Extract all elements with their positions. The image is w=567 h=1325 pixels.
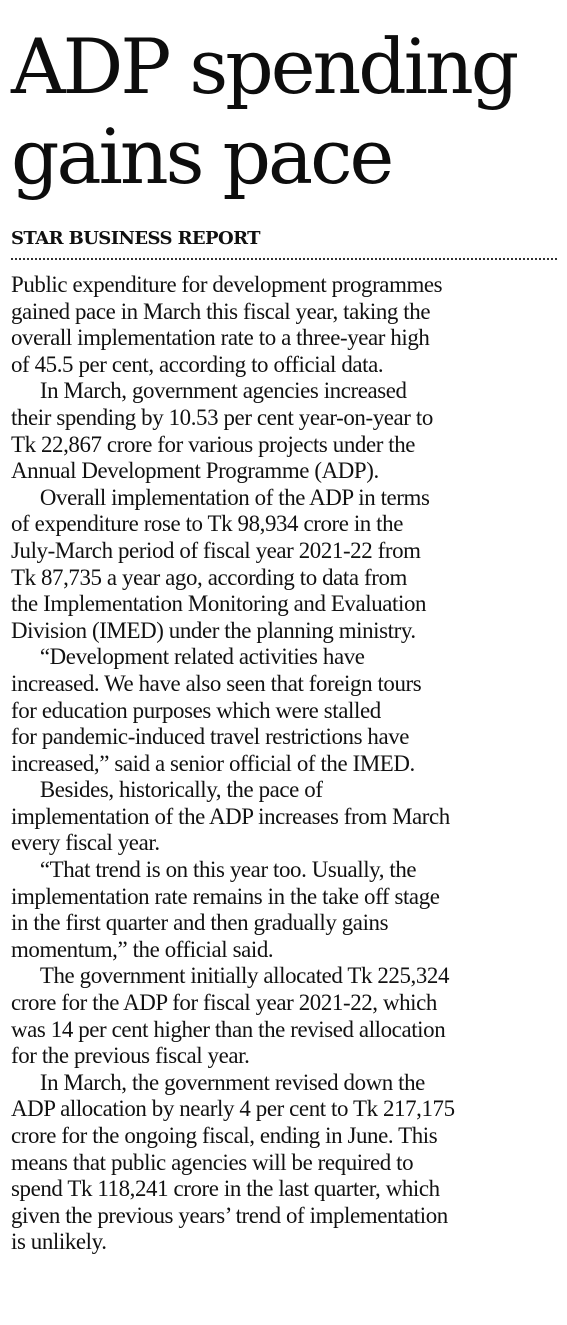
paragraph-line: for the previous fiscal year. bbox=[11, 1043, 250, 1069]
paragraph-line: of expenditure rose to Tk 98,934 crore in the bbox=[11, 511, 403, 537]
paragraph-line: in the first quarter and then gradually gains bbox=[11, 910, 389, 936]
headline bbox=[11, 0, 559, 202]
dotted-divider bbox=[11, 258, 557, 260]
paragraph-line: “Development related activities have bbox=[39, 644, 365, 670]
paragraph-line: “That trend is on this year too. Usually, the bbox=[39, 857, 417, 883]
paragraph-line: increased. We have also seen that foreign tours bbox=[11, 670, 422, 696]
paragraph-line: crore for the ADP for fiscal year 2021-22, which bbox=[11, 990, 437, 1016]
paragraph-line: Annual Development Programme (ADP). bbox=[11, 458, 379, 484]
paragraph-line: spend Tk 118,241 crore in the last quarter, which bbox=[11, 1176, 440, 1202]
news-article bbox=[11, 0, 559, 1256]
article-paragraph bbox=[11, 378, 559, 484]
paragraph-line: Public expenditure for development programmes bbox=[11, 272, 443, 297]
paragraph-line: increased,” said a senior official of the IMED. bbox=[11, 750, 415, 776]
paragraph-line: Besides, historically, the pace of bbox=[39, 777, 323, 803]
paragraph-line: for pandemic-induced travel restrictions have bbox=[11, 724, 410, 750]
paragraph-line: is unlikely. bbox=[11, 1229, 107, 1255]
article-paragraph bbox=[11, 857, 559, 963]
paragraph-line: the Implementation Monitoring and Evaluation bbox=[11, 591, 427, 617]
headline-line: ADP spending bbox=[11, 22, 517, 111]
paragraph-line: their spending by 10.53 per cent year-on-year to bbox=[11, 404, 433, 430]
paragraph-line: Tk 87,735 a year ago, according to data from bbox=[11, 564, 407, 590]
paragraph-line: crore for the ongoing fiscal, ending in June. This bbox=[11, 1123, 438, 1148]
paragraph-line: overall implementation rate to a three-year high bbox=[11, 325, 430, 351]
paragraph-line: was 14 per cent higher than the revised allocation bbox=[11, 1016, 446, 1042]
article-paragraph bbox=[11, 272, 559, 378]
paragraph-line: implementation rate remains in the take off stage bbox=[11, 883, 440, 909]
paragraph-line: momentum,” the official said. bbox=[11, 936, 274, 962]
headline-line: gains pace bbox=[11, 112, 392, 201]
paragraph-line: means that public agencies will be required to bbox=[11, 1149, 414, 1175]
article-paragraph bbox=[11, 644, 559, 777]
paragraph-line: In March, the government revised down the bbox=[39, 1069, 425, 1095]
paragraph-line: for education purposes which were stalled bbox=[11, 697, 381, 723]
paragraph-line: given the previous years’ trend of implementation bbox=[11, 1202, 448, 1228]
article-body bbox=[11, 272, 559, 1256]
paragraph-line: In March, government agencies increased bbox=[39, 378, 407, 404]
paragraph-line: Overall implementation of the ADP in terms bbox=[39, 484, 430, 510]
paragraph-line: Tk 22,867 crore for various projects under the bbox=[11, 431, 416, 457]
paragraph-line: of 45.5 per cent, according to official data. bbox=[11, 351, 384, 377]
paragraph-line: ADP allocation by nearly 4 per cent to Tk 217,175 bbox=[11, 1096, 455, 1122]
paragraph-line: implementation of the ADP increases from March bbox=[11, 803, 450, 829]
paragraph-line: July-March period of fiscal year 2021-22 from bbox=[11, 537, 421, 563]
byline: STAR BUSINESS REPORT bbox=[11, 228, 260, 249]
article-paragraph bbox=[11, 1070, 559, 1256]
article-paragraph bbox=[11, 963, 559, 1069]
paragraph-line: The government initially allocated Tk 225,324 bbox=[39, 963, 450, 989]
article-paragraph bbox=[11, 777, 559, 857]
article-paragraph bbox=[11, 485, 559, 645]
paragraph-line: every fiscal year. bbox=[11, 830, 160, 856]
paragraph-line: gained pace in March this fiscal year, taking the bbox=[11, 298, 431, 324]
paragraph-line: Division (IMED) under the planning ministry. bbox=[11, 617, 416, 643]
